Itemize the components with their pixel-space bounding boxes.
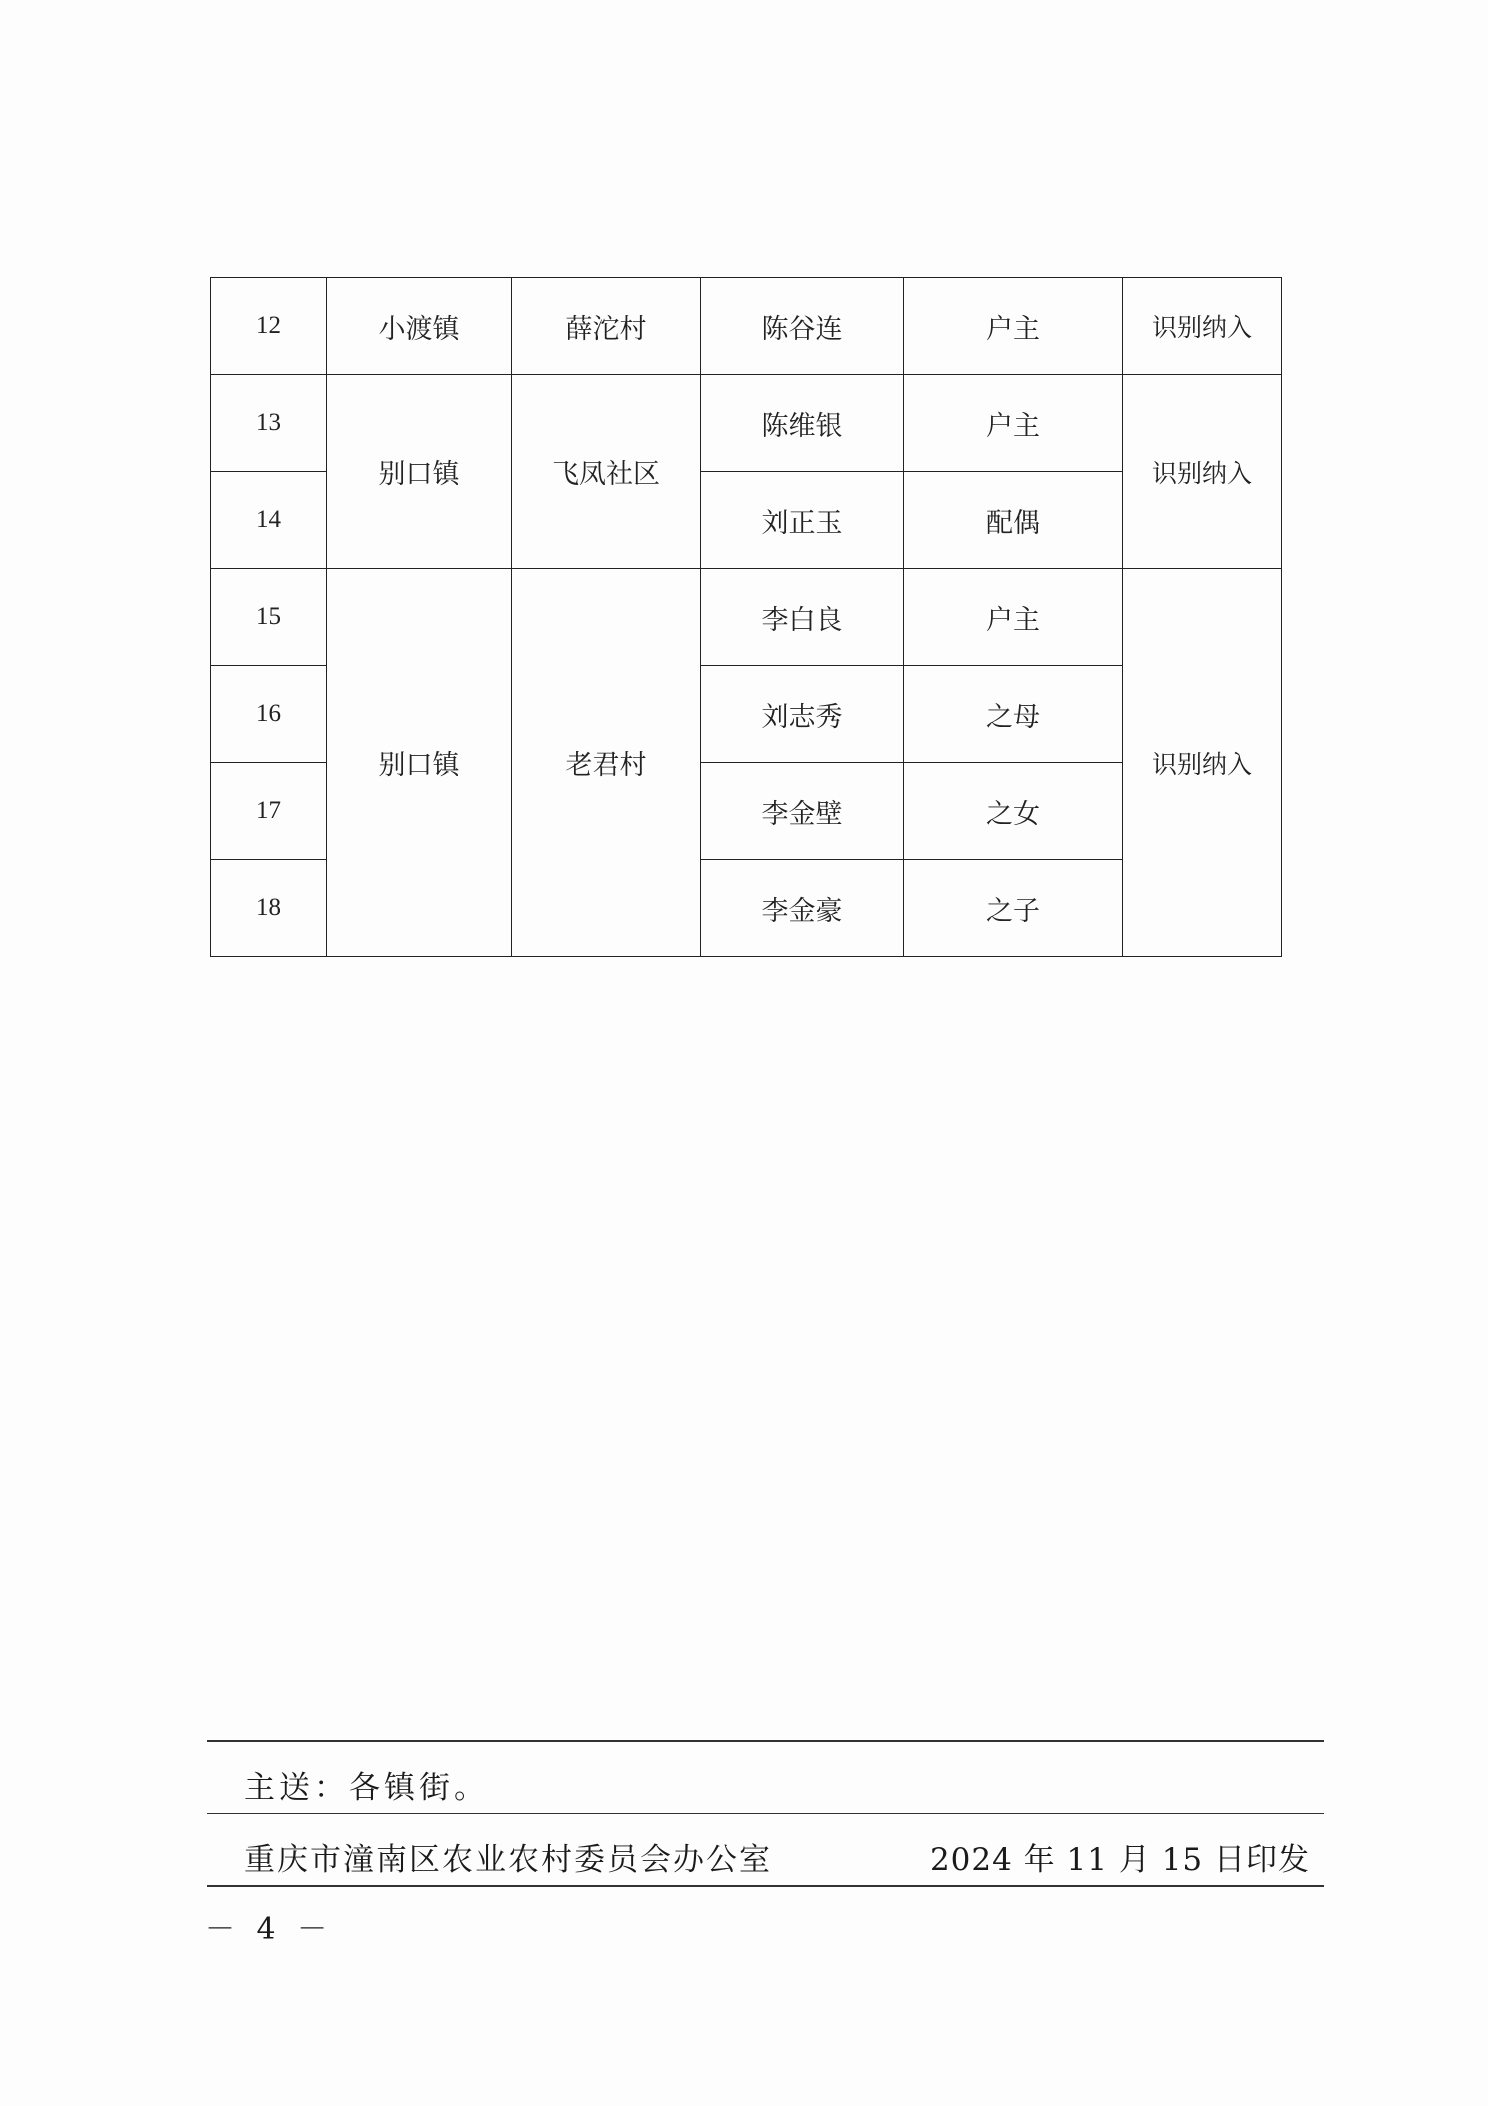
relation-cell: 户主 [904,375,1123,472]
row-number: 16 [211,666,327,763]
name-cell: 李白良 [701,569,904,666]
name-cell: 刘正玉 [701,472,904,569]
issuing-office: 重庆市潼南区农业农村委员会办公室 [244,1842,772,1878]
relation-cell: 之女 [904,763,1123,860]
page-number: － 4 － [205,1912,334,1947]
town-cell: 小渡镇 [327,278,512,375]
village-cell: 薛沱村 [512,278,701,375]
name-cell: 李金壁 [701,763,904,860]
table-row [211,569,1282,666]
footer-bottom-rule [207,1885,1324,1887]
footer-top-rule [207,1740,1324,1742]
row-number: 12 [211,278,327,375]
name-cell: 刘志秀 [701,666,904,763]
row-number: 15 [211,569,327,666]
row-number: 14 [211,472,327,569]
status-cell: 识别纳入 [1123,569,1282,957]
row-number: 13 [211,375,327,472]
name-cell: 李金豪 [701,860,904,957]
relation-cell: 户主 [904,569,1123,666]
town-cell: 别口镇 [327,375,512,569]
status-cell: 识别纳入 [1123,278,1282,375]
relation-cell: 配偶 [904,472,1123,569]
distribution-line: 主送：各镇街。 [244,1770,489,1806]
status-cell: 识别纳入 [1123,375,1282,569]
village-cell: 老君村 [512,569,701,957]
town-cell: 别口镇 [327,569,512,957]
village-cell: 飞凤社区 [512,375,701,569]
footer-middle-rule [207,1813,1324,1814]
relation-cell: 之母 [904,666,1123,763]
relation-cell: 户主 [904,278,1123,375]
name-cell: 陈维银 [701,375,904,472]
table-row [211,375,1282,472]
table-row [211,278,1282,375]
relation-cell: 之子 [904,860,1123,957]
name-cell: 陈谷连 [701,278,904,375]
row-number: 17 [211,763,327,860]
household-table [210,277,1282,957]
print-date: 2024 年 11 月 15 日印发 [929,1842,1310,1878]
row-number: 18 [211,860,327,957]
